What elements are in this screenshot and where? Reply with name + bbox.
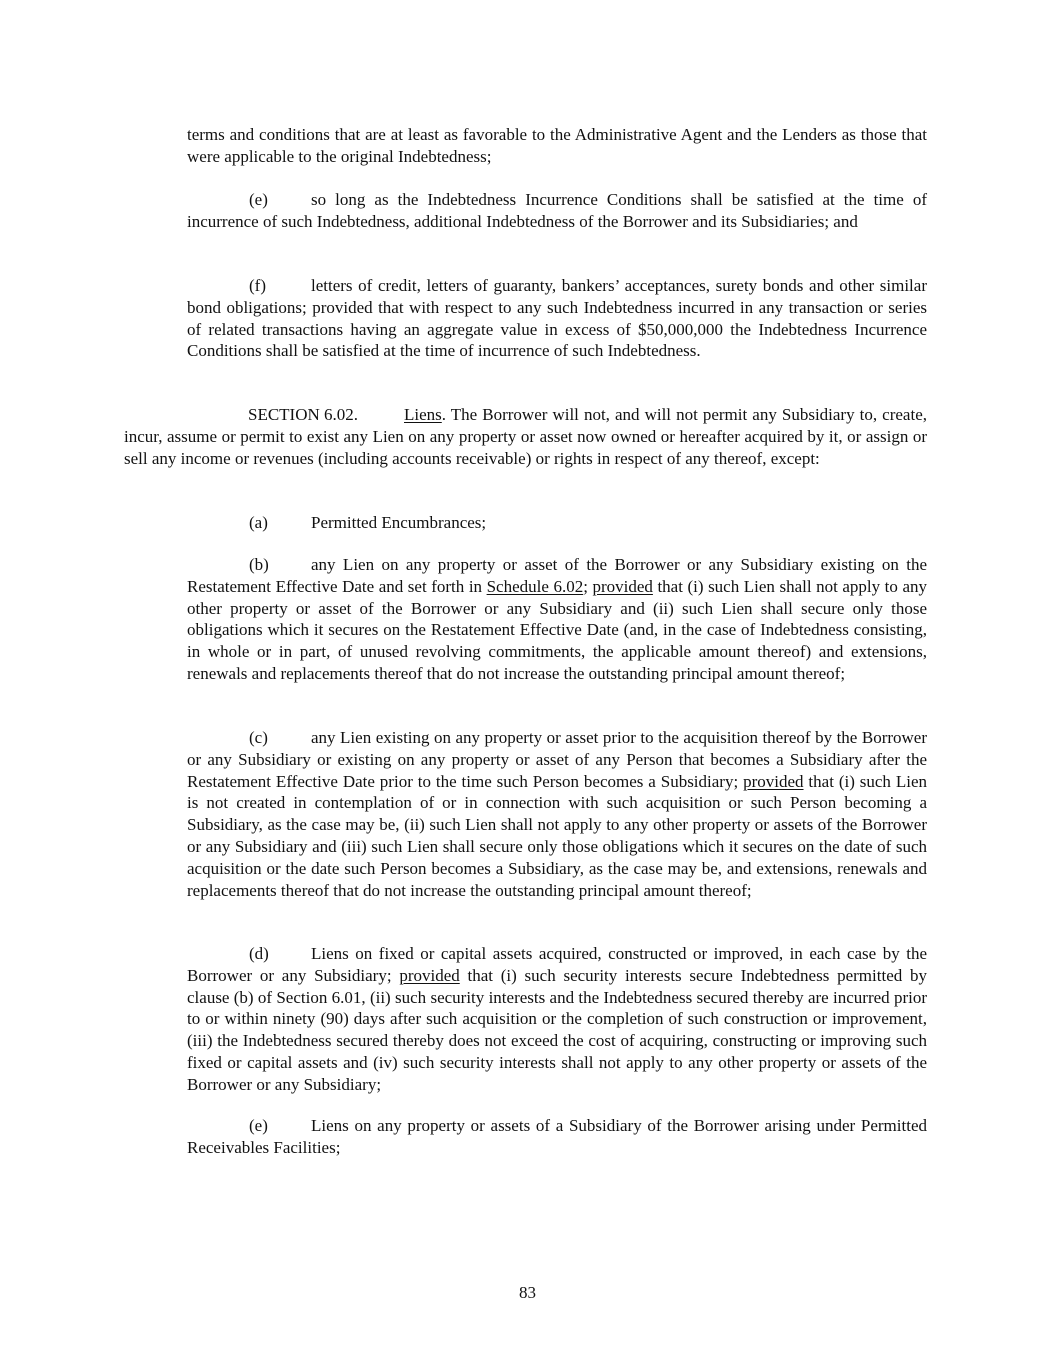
page-number: 83: [519, 1283, 536, 1302]
clause-d-liens: [187, 943, 927, 1096]
section-6-02: [124, 404, 927, 469]
clause-label: (e): [249, 190, 268, 209]
clause-text: so long as the Indebtedness Incurrence Conditions shall be satisfied at the time of incurrence of such Indebtedness, additional Indebtedness of the Borrower and its Subsidiaries; and: [187, 190, 927, 231]
provided-term: provided: [592, 576, 653, 596]
clause-text: Permitted Encumbrances;: [311, 513, 487, 532]
clause-text: ;: [583, 576, 593, 596]
clause-b-liens: [187, 554, 927, 685]
clause-text: Liens on any property or assets of a Subsidiary of the Borrower arising under Permitted Receivables Facilities;: [187, 1116, 927, 1157]
clause-text: any Lien on any property or asset of the Borrower or any Subsidiary existing on the Restatement Effective Date and set forth in: [187, 555, 927, 596]
clause-label: (e): [249, 1116, 268, 1135]
provided-term: provided: [399, 965, 460, 985]
clause-text: any Lien existing on any property or asset prior to the acquisition thereof by the Borrower or any Subsidiary or existing on any property or asset of any Person that becomes a Subsidiary after the Restatement Effective Date prior to the time such Person becomes a Subsidiary;: [187, 728, 927, 791]
paragraph-continuation: [187, 124, 927, 168]
clause-label: (b): [249, 555, 269, 574]
clause-text: Liens on fixed or capital assets acquired, constructed or improved, in each case by the Borrower or any Subsidiary;: [187, 944, 927, 985]
clause-text: that (i) such Lien shall not apply to any other property or asset of the Borrower or any Subsidiary and (ii) such Lien shall secure only those obligations which it secures on the Restatement Effective Date (and, in the case of Indebtedness consisting, in whole or in part, of unused revolving commitments, the applicable amount thereof) and extensions, renewals and replacements thereof that do not increase the outstanding principal amount thereof;: [187, 576, 927, 683]
clause-f-indebtedness: [187, 275, 927, 362]
clause-label: (c): [249, 728, 268, 747]
provided-term: provided: [743, 771, 804, 791]
clause-text: that (i) such security interests secure Indebtedness permitted by clause (b) of Section 6.01, (ii) such security interests and the Indebtedness secured thereby are incurred prior to or within ninety (90) days after such acquisition or the completion of such construction or improvement, (iii) the Indebtedness secured thereby does not exceed the cost of acquiring, constructing or improving such fixed or capital assets and (iv) such security interests shall not apply to any other property or assets of the Borrower or any Subsidiary;: [187, 965, 927, 1094]
clause-e-indebtedness: [187, 189, 927, 233]
clause-a-liens: [187, 512, 927, 534]
section-label: SECTION 6.02.: [248, 405, 359, 424]
clause-e-liens: [187, 1115, 927, 1159]
paragraph-text: terms and conditions that are at least as favorable to the Administrative Agent and the Lenders as those that were applicable to the original Indebtedness;: [187, 125, 927, 166]
schedule-reference: Schedule 6.02: [486, 576, 584, 596]
clause-c-liens: [187, 727, 927, 901]
clause-text: that (i) such Lien is not created in contemplation of or in connection with such acquisition or such Person becoming a Subsidiary, as the case may be, (ii) such Lien shall not apply to any other property or assets of the Borrower or any Subsidiary and (iii) such Lien shall secure only those obligations which it secures on the date of such acquisition or the date such Person becomes a Subsidiary, as the case may be, and extensions, renewals and replacements thereof that do not increase the outstanding principal amount thereof;: [187, 771, 927, 900]
clause-label: (f): [249, 276, 266, 295]
section-title: Liens: [404, 405, 442, 424]
clause-text: letters of credit, letters of guaranty, bankers’ acceptances, surety bonds and other similar bond obligations; provided that with respect to any such Indebtedness incurred in any transaction or series of related transactions having an aggregate value in excess of $50,000,000 the Indebtedness Incurrence Conditions shall be satisfied at the time of incurrence of such Indebtedness.: [187, 276, 927, 361]
clause-label: (d): [249, 944, 269, 963]
section-text: . The Borrower will not, and will not permit any Subsidiary to, create, incur, assume or permit to exist any Lien on any property or asset now owned or hereafter acquired by it, or assign or sell any income or revenues (including accounts receivable) or rights in respect of any thereof, except:: [124, 405, 927, 468]
clause-label: (a): [249, 513, 268, 532]
